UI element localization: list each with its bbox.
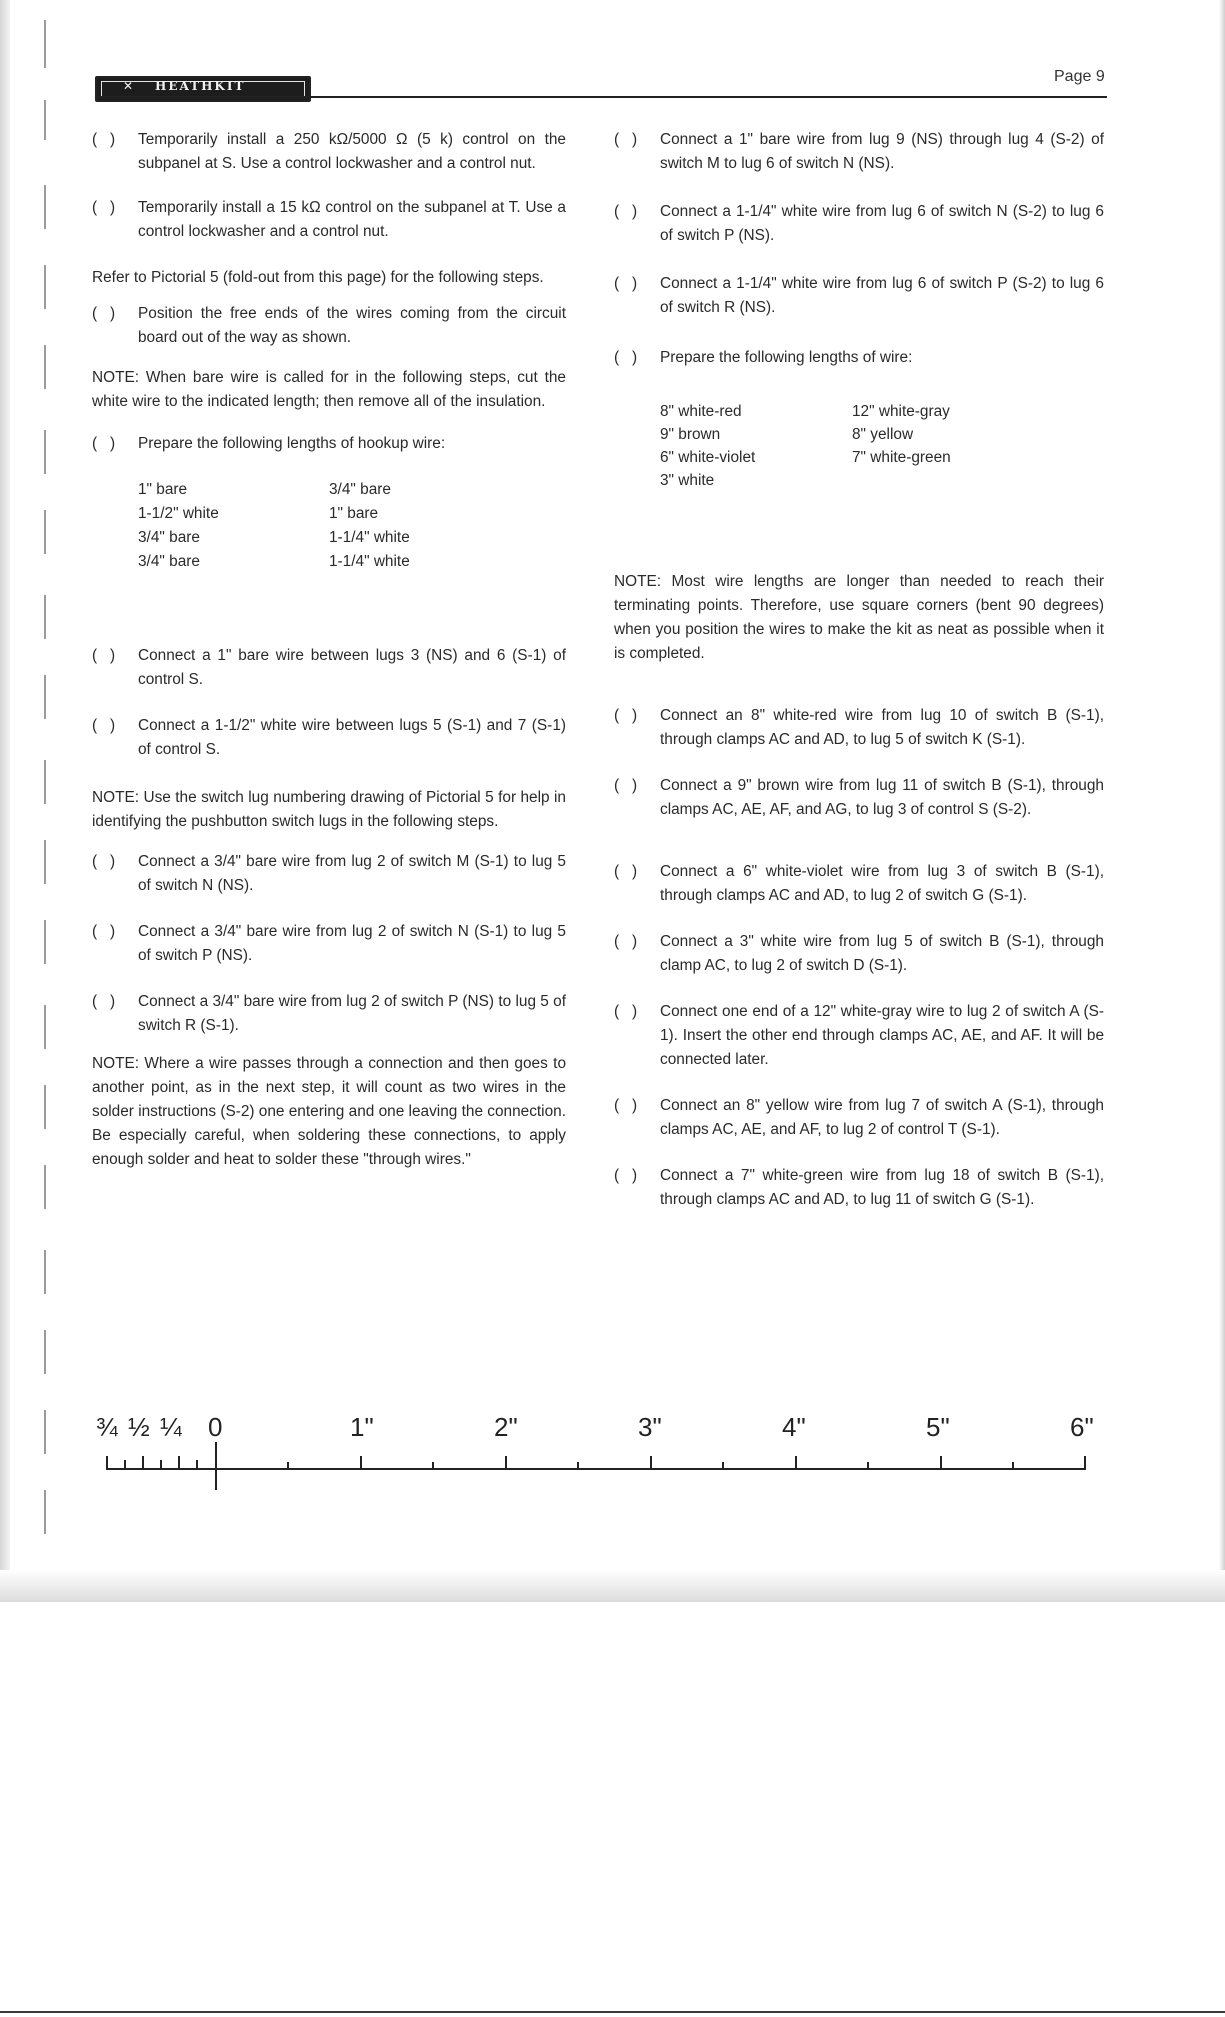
step-connect-1in-bare: [92, 644, 566, 692]
ruler-tick: [722, 1462, 724, 1469]
checkbox[interactable]: ( ): [614, 777, 638, 794]
wire-color-list: [660, 400, 1104, 570]
step-connect-1in-bare-m: [614, 128, 1104, 176]
wire-length: 3/4" bare: [138, 553, 200, 570]
ruler-tick: [106, 1456, 108, 1469]
note-square-corners: NOTE: Most wire lengths are longer than needed to reach their terminating points. Therefore, use square corners (bent 90 degrees) when you position the wires to make the kit as neat as possible when it is completed.: [614, 573, 1104, 662]
step-connect-p-to-r-white: [614, 272, 1104, 320]
step-text: Connect a 1-1/2" white wire between lugs 5 (S-1) and 7 (S-1) of control S.: [138, 717, 566, 758]
refer-pictorial-paragraph: Refer to Pictorial 5 (fold-out from this page) for the following steps.: [92, 269, 544, 286]
wire-length: 3" white: [660, 472, 715, 489]
step-text: Position the free ends of the wires coming from the circuit board out of the way as shown.: [138, 305, 566, 346]
bottom-edge-line: [0, 2011, 1225, 2013]
step-text: Prepare the following lengths of hookup wire:: [138, 435, 446, 452]
step-connect-n-to-p: [92, 920, 566, 968]
ruler-inch-label: 1": [350, 1412, 374, 1442]
inch-ruler: [92, 1412, 1112, 1496]
checkbox[interactable]: ( ): [92, 923, 116, 940]
blank-scan-area: [0, 1602, 1225, 2017]
ruler-inch-label: 4": [782, 1412, 806, 1442]
step-text: Connect a 3/4" bare wire from lug 2 of switch N (S-1) to lug 5 of switch P (NS).: [138, 923, 566, 964]
step-connect-1-1-2in-white: [92, 714, 566, 762]
hookup-wire-list: [138, 478, 566, 602]
step-text: Temporarily install a 15 kΩ control on the subpanel at T. Use a control lockwasher and a control nut.: [138, 199, 566, 240]
checkbox[interactable]: ( ): [92, 199, 116, 216]
step-text: Connect a 3" white wire from lug 5 of switch B (S-1), through clamp AC, to lug 2 of switch D (S-1).: [660, 933, 1104, 974]
ruler-tick: [505, 1456, 507, 1469]
binding-mark: [44, 1410, 46, 1454]
step-connect-n-to-p-white: [614, 200, 1104, 248]
binding-mark: [44, 840, 46, 884]
step-connect-white-violet: [614, 860, 1104, 908]
wire-length: 8" yellow: [852, 426, 914, 443]
checkbox[interactable]: ( ): [614, 203, 638, 220]
step-connect-white-green: [614, 1164, 1104, 1212]
binding-mark: [44, 510, 46, 554]
checkbox[interactable]: ( ): [614, 131, 638, 148]
header-rule: [95, 96, 1107, 98]
checkbox[interactable]: ( ): [614, 933, 638, 950]
checkbox[interactable]: ( ): [614, 707, 638, 724]
right-column: [614, 128, 1104, 1212]
checkbox[interactable]: ( ): [92, 131, 116, 148]
binding-mark: [44, 760, 46, 804]
ruler-tick: [124, 1460, 126, 1469]
step-install-control-s: [92, 128, 566, 176]
ruler-zero-tick: [215, 1442, 217, 1490]
step-text: Connect a 9" brown wire from lug 11 of switch B (S-1), through clamps AC, AE, AF, and AG, to lug 3 of control S (S-2).: [660, 777, 1104, 818]
binding-mark: [44, 1250, 46, 1294]
checkbox[interactable]: ( ): [614, 349, 638, 366]
ruler-tick: [142, 1456, 144, 1469]
wire-length: 7" white-green: [852, 449, 951, 466]
step-connect-white-gray: [614, 1000, 1104, 1072]
binding-mark: [44, 1165, 46, 1209]
step-prepare-wire: [614, 346, 1104, 370]
checkbox[interactable]: ( ): [92, 853, 116, 870]
ruler-tick: [178, 1456, 180, 1469]
scan-edge-left: [0, 0, 10, 1600]
ruler-tick: [432, 1462, 434, 1469]
checkbox[interactable]: ( ): [92, 305, 116, 322]
ruler-tick: [1012, 1462, 1014, 1469]
ruler-inch-label: 5": [926, 1412, 950, 1442]
ruler-tick: [577, 1462, 579, 1469]
binding-mark: [44, 265, 46, 309]
page-bottom-shadow: [0, 1570, 1225, 1602]
step-text: Connect a 3/4" bare wire from lug 2 of switch P (NS) to lug 5 of switch R (S-1).: [138, 993, 566, 1034]
ruler-inch-label: 3": [638, 1412, 662, 1442]
step-text: Connect one end of a 12" white-gray wire to lug 2 of switch A (S-1). Insert the other end through clamps AC, AE, and AF. It will be connected later.: [660, 1003, 1104, 1068]
ruler-baseline: [106, 1468, 1086, 1470]
step-install-control-t: [92, 196, 566, 244]
step-text: Connect a 6" white-violet wire from lug 3 of switch B (S-1), through clamps AC and AD, to lug 2 of switch G (S-1).: [660, 863, 1104, 904]
binding-mark: [44, 100, 46, 140]
checkbox[interactable]: ( ): [614, 863, 638, 880]
left-column: [92, 128, 566, 1172]
ruler-tick: [867, 1462, 869, 1469]
step-text: Connect an 8" white-red wire from lug 10 of switch B (S-1), through clamps AC and AD, to lug 5 of switch K (S-1).: [660, 707, 1104, 748]
step-text: Prepare the following lengths of wire:: [660, 349, 913, 366]
binding-mark: [44, 1085, 46, 1129]
binding-mark: [44, 1330, 46, 1374]
step-text: Connect a 1" bare wire between lugs 3 (NS) and 6 (S-1) of control S.: [138, 647, 566, 688]
step-connect-yellow: [614, 1094, 1104, 1142]
wire-length: 1" bare: [138, 481, 188, 498]
binding-mark: [44, 675, 46, 719]
checkbox[interactable]: ( ): [614, 1097, 638, 1114]
ruler-tick: [795, 1456, 797, 1469]
note-through-wires: NOTE: Where a wire passes through a connection and then goes to another point, as in the next step, it will count as two wires in the solder instructions (S-2) one entering and one leaving the connection. Be especially careful, when soldering these connections, to apply enough solder and heat to solder these "through wires.": [92, 1055, 566, 1168]
wire-length: 6" white-violet: [660, 449, 756, 466]
wire-length: 1-1/4" white: [329, 529, 410, 546]
logo-emblem-icon: ✕: [123, 79, 134, 93]
wire-length: 1" bare: [329, 505, 379, 522]
wire-length: 3/4" bare: [329, 481, 391, 498]
checkbox[interactable]: ( ): [614, 275, 638, 292]
ruler-tick: [940, 1456, 942, 1469]
checkbox[interactable]: ( ): [614, 1003, 638, 1020]
step-text: Connect a 7" white-green wire from lug 18 of switch B (S-1), through clamps AC and AD, to lug 11 of switch G (S-1).: [660, 1167, 1104, 1208]
wire-length: 1-1/2" white: [138, 505, 219, 522]
step-connect-p-to-r: [92, 990, 566, 1038]
step-connect-white: [614, 930, 1104, 978]
note-switch-lug-numbering: NOTE: Use the switch lug numbering drawing of Pictorial 5 for help in identifying the pushbutton switch lugs in the following steps.: [92, 789, 566, 830]
step-connect-m-to-n: [92, 850, 566, 898]
ruler-tick: [287, 1462, 289, 1469]
binding-mark: [44, 430, 46, 474]
wire-length: 12" white-gray: [852, 403, 950, 420]
ruler-tick: [360, 1456, 362, 1469]
binding-mark: [44, 345, 46, 389]
ruler-fraction-label: ½: [128, 1412, 150, 1442]
checkbox[interactable]: ( ): [92, 647, 116, 664]
binding-mark: [44, 595, 46, 639]
heathkit-logo: [95, 76, 311, 102]
step-text: Connect a 1-1/4" white wire from lug 6 of switch N (S-2) to lug 6 of switch P (NS).: [660, 203, 1104, 244]
step-position-wires: [92, 302, 566, 350]
logo-text: HEATHKIT: [155, 79, 246, 93]
note-bare-wire: NOTE: When bare wire is called for in the following steps, cut the white wire to the indicated length; then remove all of the insulation.: [92, 369, 566, 410]
ruler-zero-label: 0: [208, 1412, 223, 1442]
ruler-fraction-label: ¼: [160, 1412, 182, 1442]
binding-mark: [44, 1490, 46, 1534]
step-text: Temporarily install a 250 kΩ/5000 Ω (5 k) control on the subpanel at S. Use a control lockwasher and a control nut.: [138, 131, 566, 172]
ruler-fraction-label: ¾: [96, 1412, 118, 1442]
step-text: Connect a 1" bare wire from lug 9 (NS) through lug 4 (S-2) of switch M to lug 6 of switch N (NS).: [660, 131, 1104, 172]
step-connect-brown: [614, 774, 1104, 822]
binding-mark: [44, 185, 46, 229]
checkbox[interactable]: ( ): [92, 717, 116, 734]
checkbox[interactable]: ( ): [92, 435, 116, 452]
checkbox[interactable]: ( ): [92, 993, 116, 1010]
step-text: Connect an 8" yellow wire from lug 7 of switch A (S-1), through clamps AC, AE, and AF, to lug 2 of control T (S-1).: [660, 1097, 1104, 1138]
page-number: Page 9: [1054, 68, 1105, 85]
step-text: Connect a 1-1/4" white wire from lug 6 of switch P (S-2) to lug 6 of switch R (NS).: [660, 275, 1104, 316]
wire-length: 9" brown: [660, 426, 721, 443]
ruler-tick: [650, 1456, 652, 1469]
binding-mark: [44, 1005, 46, 1049]
wire-length: 3/4" bare: [138, 529, 200, 546]
binding-mark: [44, 920, 46, 964]
ruler-tick: [160, 1460, 162, 1469]
ruler-tick: [1084, 1456, 1086, 1470]
step-text: Connect a 3/4" bare wire from lug 2 of switch M (S-1) to lug 5 of switch N (NS).: [138, 853, 566, 894]
binding-mark: [44, 20, 46, 68]
step-connect-white-red: [614, 704, 1104, 752]
checkbox[interactable]: ( ): [614, 1167, 638, 1184]
ruler-tick: [196, 1460, 198, 1469]
wire-length: 1-1/4" white: [329, 553, 410, 570]
ruler-inch-label: 6": [1070, 1412, 1094, 1442]
wire-length: 8" white-red: [660, 403, 742, 420]
ruler-inch-label: 2": [494, 1412, 518, 1442]
scan-edge-right: [1219, 0, 1225, 1600]
step-prepare-hookup-wire: [92, 432, 566, 456]
